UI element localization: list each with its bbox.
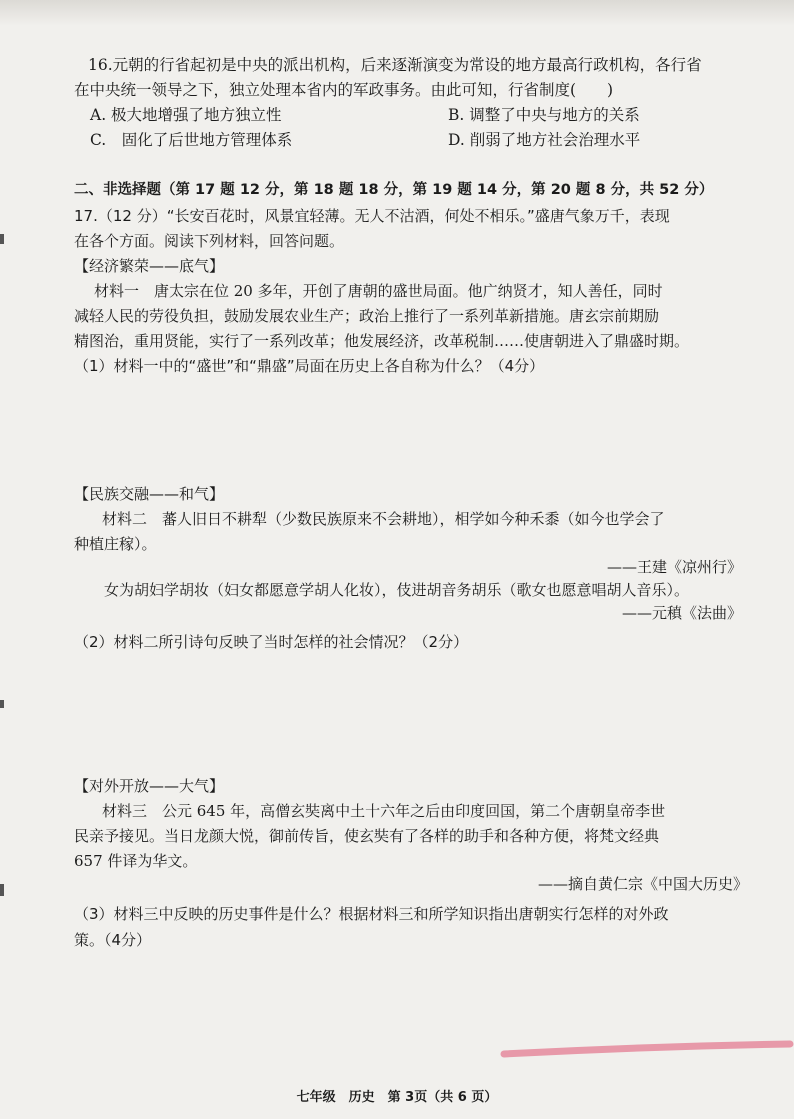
question-3-line2: 策。（4分） (74, 931, 152, 949)
part3-tag: 【对外开放——大气】 (74, 777, 225, 795)
part2-tag: 【民族交融——和气】 (74, 485, 225, 503)
q16-stem-line2: 在中央统一领导之下，独立处理本省内的军政事务。由此可知，行省制度( ) (74, 81, 614, 99)
q16-option-a: A. 极大地增强了地方独立性 (90, 106, 282, 124)
material2-line2: 种植庄稼）。 (74, 535, 157, 553)
highlighter-stroke (500, 1036, 794, 1066)
material1-line3: 精图治，重用贤能，实行了一系列改革；他发展经济，改革税制……使唐朝进入了鼎盛时期。 (74, 332, 690, 350)
question-2: （2）材料二所引诗句反映了当时怎样的社会情况？（2分） (74, 633, 469, 651)
q16-option-c: C. 固化了后世地方管理体系 (90, 131, 293, 149)
scan-shadow (0, 0, 794, 26)
material2-line1: 材料二 蕃人旧日不耕犁（少数民族原来不会耕地），相学如今种禾黍（如今也学会了 (102, 510, 665, 528)
q16-stem-line1: 16.元朝的行省起初是中央的派出机构，后来逐渐演变为常设的地方最高行政机构，各行省 (88, 56, 702, 74)
material3-line3: 657 件译为华文。 (74, 852, 198, 870)
question-3-line1: （3）材料三中反映的历史事件是什么？根据材料三和所学知识指出唐朝实行怎样的对外政 (74, 905, 669, 923)
material1-line1: 材料一 唐太宗在位 20 多年，开创了唐朝的盛世局面。他广纳贤才，知人善任，同时 (94, 282, 663, 300)
edge-mark (0, 234, 4, 244)
part1-tag: 【经济繁荣——底气】 (74, 257, 225, 275)
material2-source1: ——王建《凉州行》 (606, 558, 742, 576)
q16-option-b: B. 调整了中央与地方的关系 (448, 106, 640, 124)
q17-intro-line1: 17.（12 分）“长安百花时，风景宜轻薄。无人不沽酒，何处不相乐。”盛唐气象万千，表现 (74, 207, 670, 225)
q16-option-d: D. 削弱了地方社会治理水平 (448, 131, 641, 149)
q17-intro-line2: 在各个方面。阅读下列材料，回答问题。 (74, 232, 345, 250)
section2-heading: 二、非选择题（第 17 题 12 分，第 18 题 18 分，第 19 题 14 分，第 20 题 8 分，共 52 分） (74, 182, 714, 198)
material3-source: ——摘自黄仁宗《中国大历史》 (537, 875, 748, 893)
material2-source2: ——元稹《法曲》 (621, 604, 742, 622)
material3-line2: 民亲予接见。当日龙颜大悦，御前传旨，使玄奘有了各样的助手和各种方便，将梵文经典 (74, 827, 660, 845)
edge-mark (0, 700, 4, 708)
material2-poem2: 女为胡妇学胡妆（妇女都愿意学胡人化妆），伎进胡音务胡乐（歌女也愿意唱胡人音乐）。 (104, 581, 690, 599)
page-footer: 七年级 历史 第 3页（共 6 页） (296, 1090, 498, 1105)
question-1: （1）材料一中的“盛世”和“鼎盛”局面在历史上各自称为什么？（4分） (74, 357, 545, 375)
edge-mark (0, 884, 4, 896)
material1-line2: 减轻人民的劳役负担，鼓励发展农业生产；政治上推行了一系列革新措施。唐玄宗前期励 (74, 307, 660, 325)
material3-line1: 材料三 公元 645 年，高僧玄奘离中土十六年之后由印度回国，第二个唐朝皇帝李世 (102, 802, 666, 820)
